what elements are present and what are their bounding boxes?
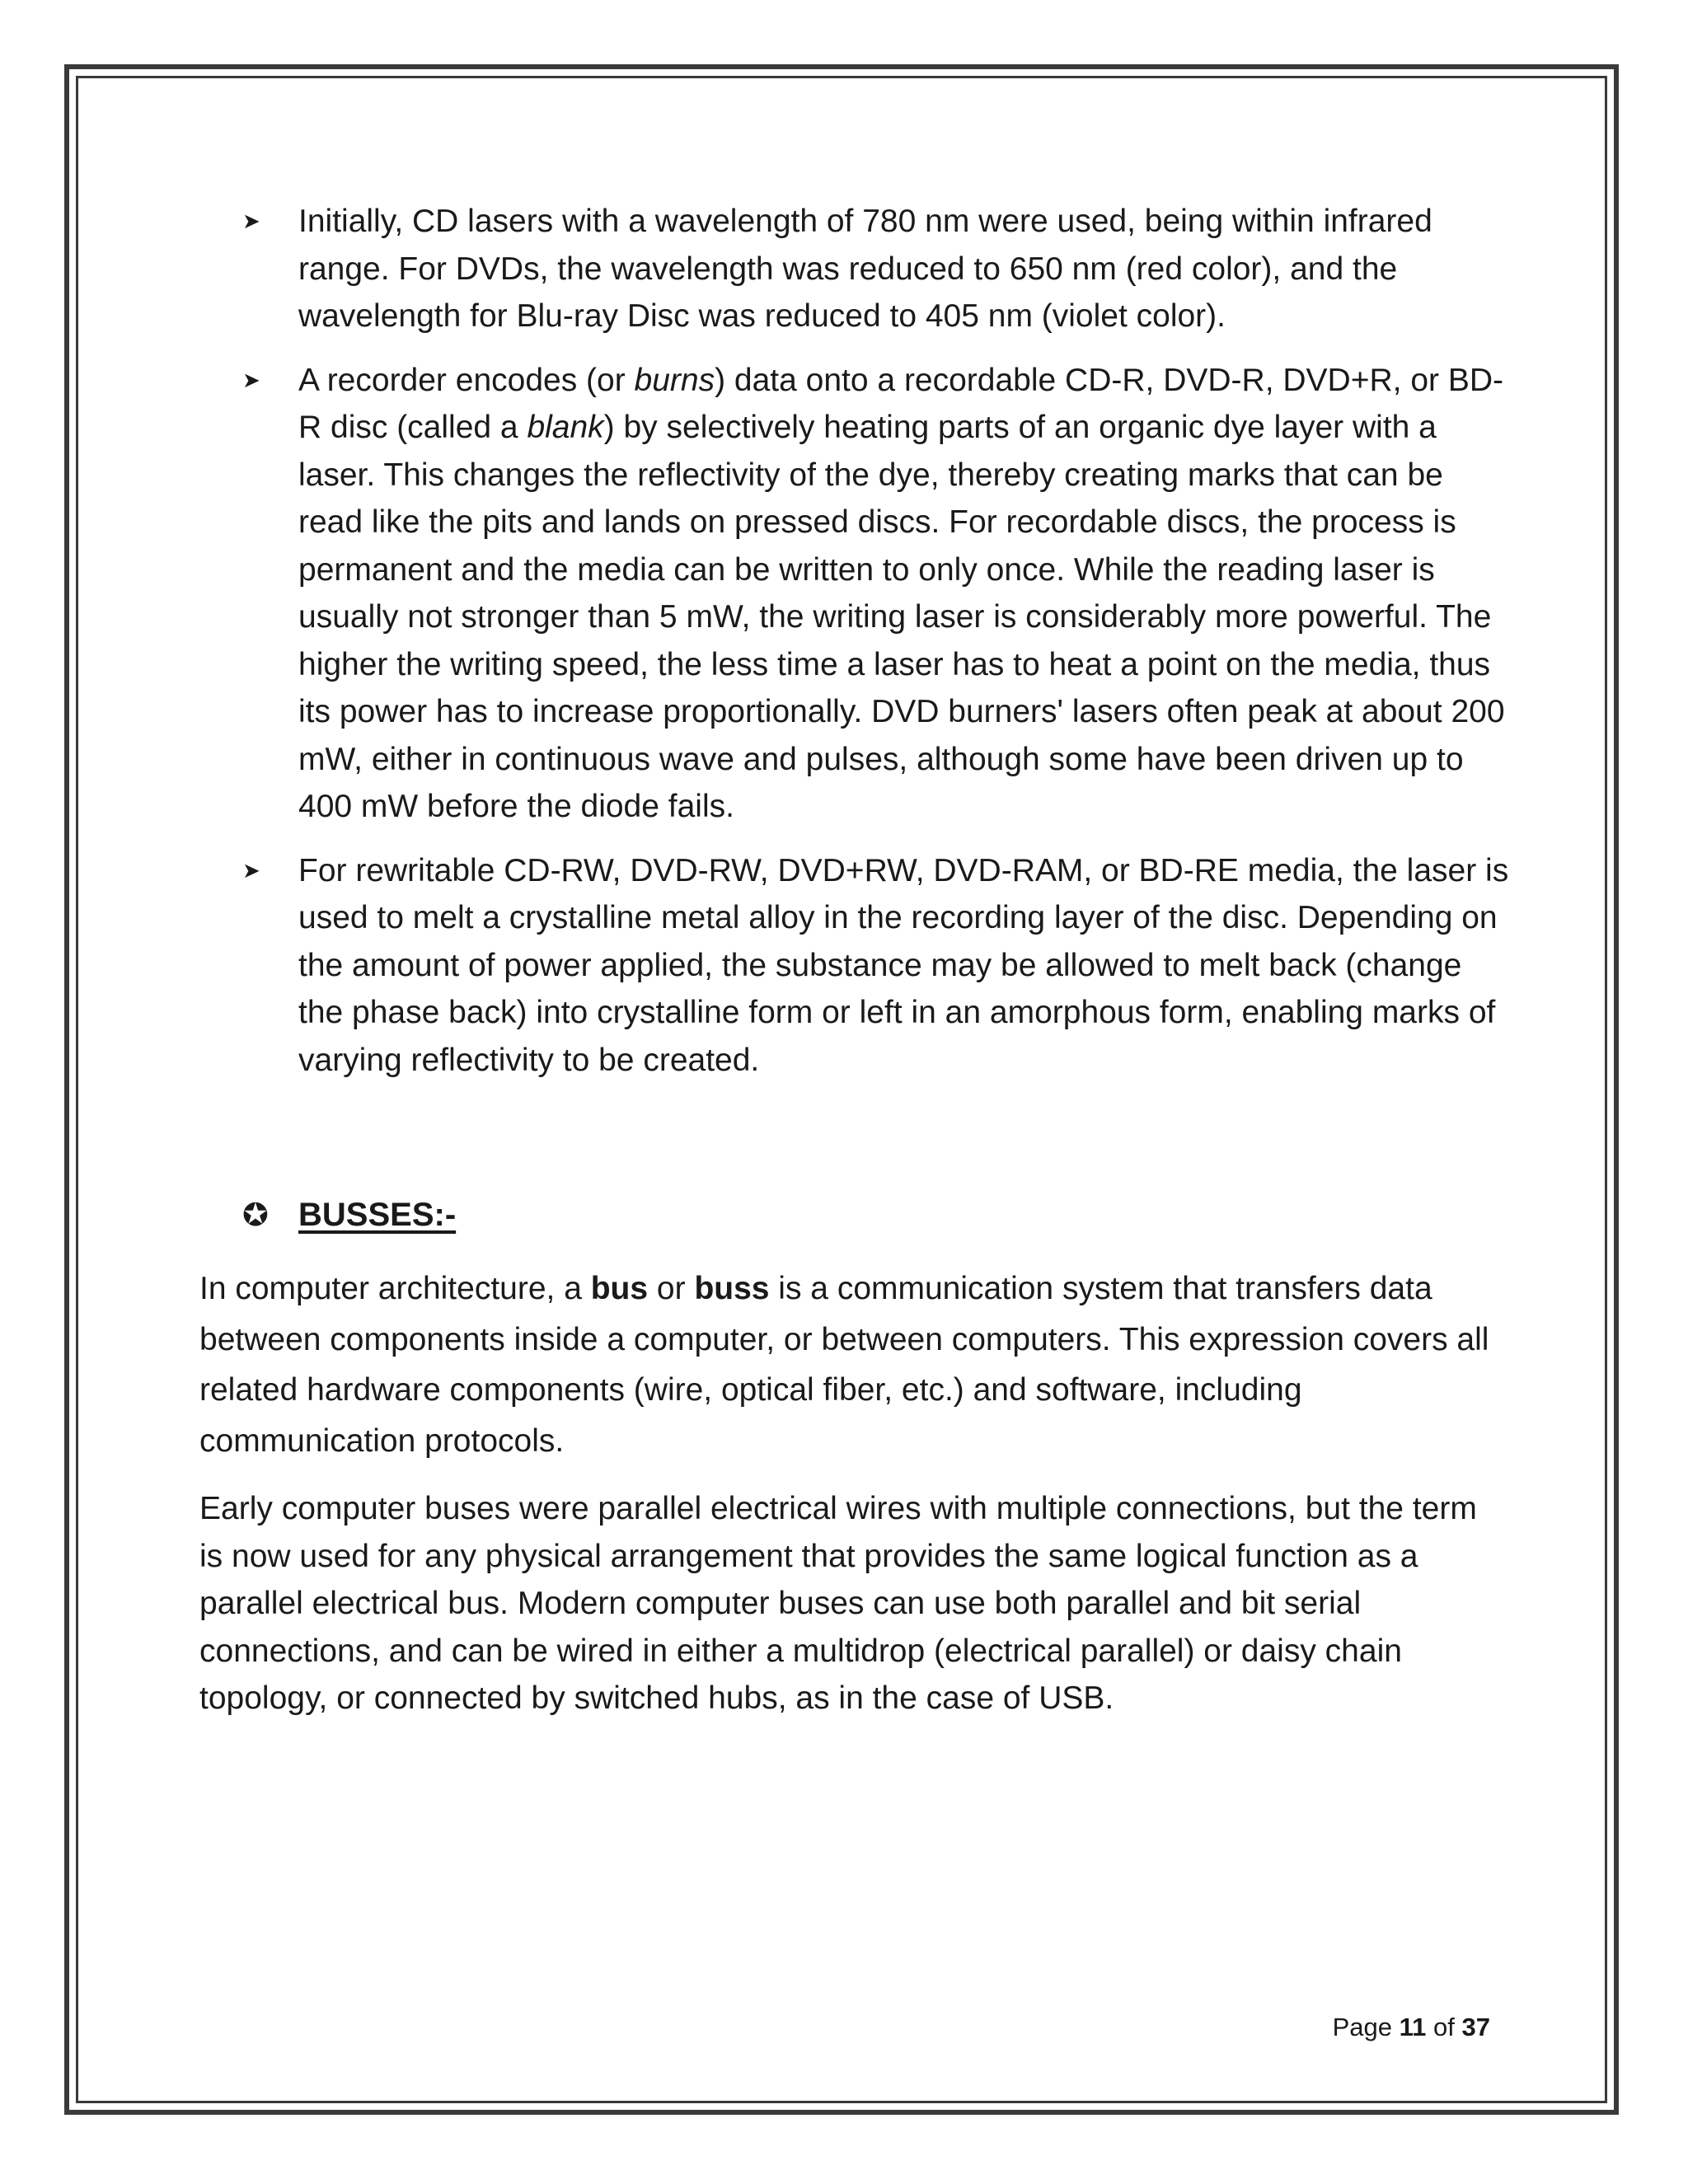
italic-term-burns: burns bbox=[634, 362, 715, 398]
page-footer bbox=[1333, 2011, 1490, 2044]
bullet-text-part: A recorder encodes (or bbox=[298, 362, 635, 398]
italic-term-blank: blank bbox=[527, 410, 604, 445]
paragraph-bus-definition bbox=[199, 1263, 1502, 1466]
list-item bbox=[242, 847, 1512, 1085]
bullet-text: For rewritable CD-RW, DVD-RW, DVD+RW, DVD-RAM, or BD-RE media, the laser is used to melt a crystalline metal alloy in the recording layer of the disc. Depending on the amount of power applied, the substance may be allowed to melt back (change the phase back) into crystalline form or left in an amorphous form, enabling marks of varying reflectivity to be created. bbox=[298, 852, 1509, 1078]
bullet-text-part: ) by selectively heating parts of an organic dye layer with a laser. This changes the reflectivity of the dye, thereby creating marks that can be read like the pits and lands on pressed discs. For recordable discs, the process is permanent and the media can be written to only once. While the reading laser is usually not stronger than 5 mW, the writing laser is considerably more powerful. The higher the writing speed, the less time a laser has to heat a point on the media, thus its power has to increase proportionally. DVD burners' lasers often peak at about 200 mW, either in continuous wave and pulses, although some have been driven up to 400 mW before the diode fails. bbox=[298, 410, 1505, 824]
arrow-bullet-icon: ➤ bbox=[242, 367, 260, 392]
list-item bbox=[242, 198, 1512, 340]
star-icon: ✪ bbox=[242, 1198, 269, 1233]
arrow-bullet-icon: ➤ bbox=[242, 209, 260, 233]
bullet-list bbox=[242, 198, 1512, 1100]
bullet-text: Initially, CD lasers with a wavelength of 780 nm were used, being within infrared range. For DVDs, the wavelength was reduced to 650 nm (red color), and the wavelength for Blu-ray Disc was reduced to 405 nm (violet color). bbox=[298, 204, 1432, 334]
para-text-part: or bbox=[648, 1271, 695, 1306]
para-text-part: is a communication system that transfers data between components inside a computer, or between computers. This expression covers all related hardware components (wire, optical fiber, etc.) and software, including communication protocols. bbox=[199, 1271, 1489, 1459]
section-heading bbox=[242, 1191, 456, 1240]
list-item bbox=[242, 357, 1512, 831]
bold-term-bus: bus bbox=[590, 1271, 649, 1306]
paragraph-bus-history: Early computer buses were parallel electrical wires with multiple connections, but the term is now used for any physical arrangement that provides the same logical function as a parallel electrical bus. Modern computer buses can use both parallel and bit serial connections, and can be wired in either a multidrop (electrical parallel) or daisy chain topology, or connected by switched hubs, as in the case of USB. bbox=[199, 1491, 1477, 1716]
para-text-part: In computer architecture, a bbox=[199, 1271, 591, 1306]
page-label: Page bbox=[1332, 2013, 1392, 2041]
bold-term-buss: buss bbox=[694, 1271, 770, 1306]
arrow-bullet-icon: ➤ bbox=[242, 857, 260, 883]
bullet-text-part: ) data onto a recordable CD-R, DVD-R, DVD+R, or BD-R disc (called a bbox=[298, 362, 1503, 445]
heading-label: BUSSES:- bbox=[298, 1197, 457, 1233]
page-total: 37 bbox=[1461, 2013, 1490, 2041]
of-label: of bbox=[1433, 2013, 1455, 2041]
page-number: 11 bbox=[1399, 2013, 1427, 2041]
